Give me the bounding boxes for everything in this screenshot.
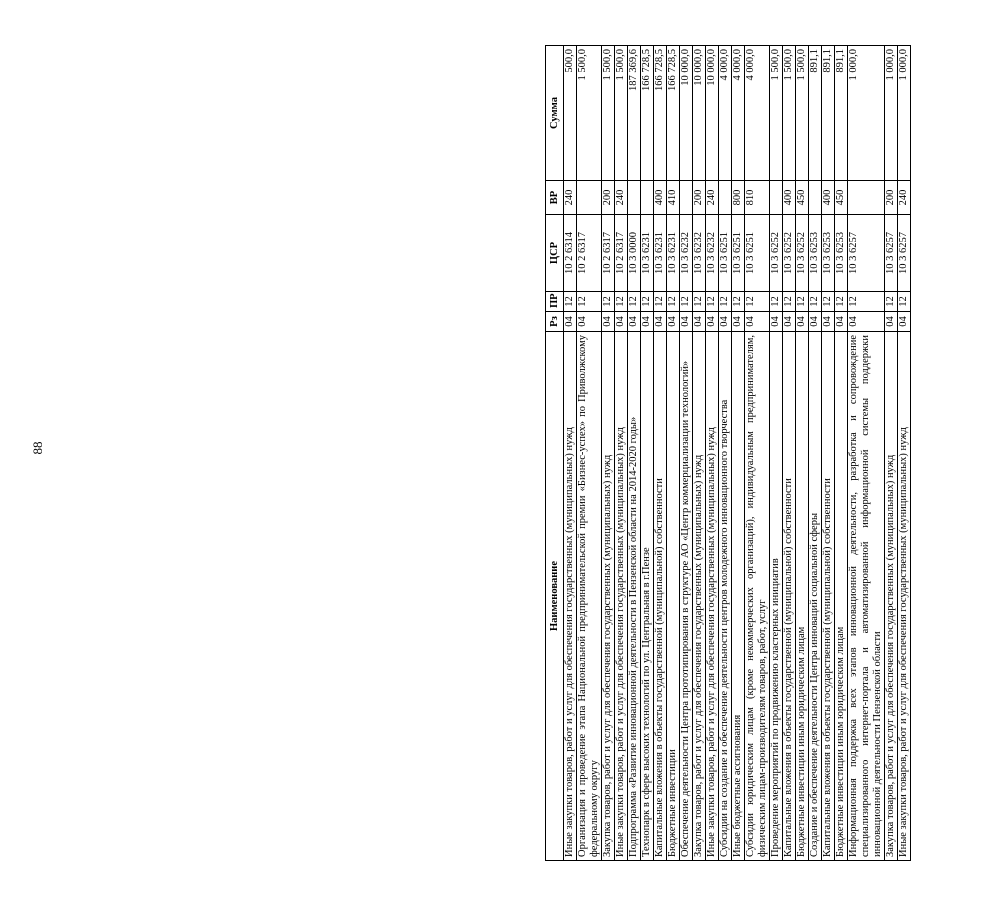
cell-rz: 04: [641, 312, 654, 332]
cell-sum: 1 500,0: [602, 46, 615, 181]
cell-sum: 187 369,6: [628, 46, 641, 181]
cell-pr: 12: [615, 292, 628, 312]
cell-sum: 4 000,0: [719, 46, 732, 181]
cell-rz: 04: [783, 312, 796, 332]
cell-csr: 10 2 6314: [564, 215, 577, 292]
cell-rz: 04: [654, 312, 667, 332]
cell-csr: 10 3 6231: [641, 215, 654, 292]
cell-rz: 04: [564, 312, 577, 332]
cell-name: Иные закупки товаров, работ и услуг для обеспечения государственных (муниципальных) нужд: [564, 332, 577, 861]
cell-name: Субсидии юридическим лицам (кроме некоммерческих организаций), индивидуальным предпринимателям, физическим лицам-производителям товаров, работ, услуг: [745, 332, 770, 861]
table-header: [546, 46, 564, 861]
cell-sum: 10 000,0: [693, 46, 706, 181]
cell-rz: 04: [667, 312, 680, 332]
cell-csr: 10 3 6257: [848, 215, 885, 292]
cell-pr: 12: [822, 292, 835, 312]
cell-pr: 12: [641, 292, 654, 312]
header-sum: Сумма: [546, 46, 564, 181]
cell-sum: 500,0: [564, 46, 577, 181]
table-row: [667, 46, 680, 861]
table-row: [848, 46, 885, 861]
cell-rz: 04: [602, 312, 615, 332]
cell-pr: 12: [654, 292, 667, 312]
cell-rz: 04: [719, 312, 732, 332]
cell-csr: 10 3 6252: [783, 215, 796, 292]
cell-vr: 240: [564, 181, 577, 215]
table-row: [564, 46, 577, 861]
cell-vr: 240: [706, 181, 719, 215]
cell-sum: 1 500,0: [783, 46, 796, 181]
cell-name: Подпрограмма «Развитие инновационной деятельности в Пензенской области на 2014-2020 годы»: [628, 332, 641, 861]
cell-pr: 12: [885, 292, 898, 312]
cell-pr: 12: [693, 292, 706, 312]
header-csr: ЦСР: [546, 215, 564, 292]
cell-sum: 1 500,0: [615, 46, 628, 181]
rotated-page-content: [540, 0, 995, 905]
cell-pr: 12: [680, 292, 693, 312]
cell-csr: 10 3 6251: [719, 215, 732, 292]
cell-name: Иные закупки товаров, работ и услуг для обеспечения государственных (муниципальных) нужд: [615, 332, 628, 861]
cell-pr: 12: [564, 292, 577, 312]
cell-name: Технопарк в сфере высоких технологий по ул. Центральная в г.Пензе: [641, 332, 654, 861]
cell-name: Бюджетные инвестиции иным юридическим лицам: [835, 332, 848, 861]
cell-rz: 04: [732, 312, 745, 332]
cell-sum: 891,1: [809, 46, 822, 181]
cell-csr: 10 3 6253: [809, 215, 822, 292]
cell-pr: 12: [602, 292, 615, 312]
cell-rz: 04: [577, 312, 602, 332]
cell-sum: 1 000,0: [848, 46, 885, 181]
cell-vr: 200: [693, 181, 706, 215]
budget-table: [545, 45, 911, 861]
cell-sum: 891,1: [835, 46, 848, 181]
cell-sum: 1 500,0: [770, 46, 783, 181]
cell-vr: [680, 181, 693, 215]
cell-csr: 10 2 6317: [602, 215, 615, 292]
cell-vr: [719, 181, 732, 215]
cell-vr: 800: [732, 181, 745, 215]
cell-name: Капитальные вложения в объекты государственной (муниципальной) собственности: [654, 332, 667, 861]
cell-csr: 10 3 6231: [667, 215, 680, 292]
cell-sum: 1 500,0: [577, 46, 602, 181]
cell-pr: 12: [706, 292, 719, 312]
cell-csr: 10 3 6252: [796, 215, 809, 292]
table-row: [770, 46, 783, 861]
cell-name: Организация и проведение этапа Национальной предпринимательской премии «Бизнес-успех» по Приволжскому федеральному округу: [577, 332, 602, 861]
cell-csr: 10 3 6253: [822, 215, 835, 292]
table-row: [693, 46, 706, 861]
cell-rz: 04: [745, 312, 770, 332]
cell-name: Субсидии на создание и обеспечение деятельности центров молодежного инновационного творчества: [719, 332, 732, 861]
cell-csr: 10 3 6251: [732, 215, 745, 292]
cell-name: Иные закупки товаров, работ и услуг для обеспечения государственных (муниципальных) нужд: [706, 332, 719, 861]
cell-csr: 10 2 6317: [615, 215, 628, 292]
cell-csr: 10 3 6232: [680, 215, 693, 292]
table-row: [654, 46, 667, 861]
cell-vr: [628, 181, 641, 215]
table-row: [822, 46, 835, 861]
table-row: [628, 46, 641, 861]
cell-vr: [577, 181, 602, 215]
cell-vr: 400: [822, 181, 835, 215]
cell-vr: 410: [667, 181, 680, 215]
cell-pr: 12: [745, 292, 770, 312]
cell-csr: 10 3 6252: [770, 215, 783, 292]
cell-sum: 1 000,0: [898, 46, 911, 181]
cell-csr: 10 3 6251: [745, 215, 770, 292]
table-row: [602, 46, 615, 861]
header-pr: ПР: [546, 292, 564, 312]
cell-vr: [848, 181, 885, 215]
cell-rz: 04: [770, 312, 783, 332]
cell-vr: 200: [602, 181, 615, 215]
table-row: [680, 46, 693, 861]
cell-vr: 400: [783, 181, 796, 215]
cell-name: Информационная поддержка всех этапов инновационной деятельности, разработка и сопровождение специализированного интернет-портала и автоматизированной информационной системы поддержки инновационной деятельности Пензенской области: [848, 332, 885, 861]
cell-sum: 10 000,0: [706, 46, 719, 181]
cell-name: Капитальные вложения в объекты государственной (муниципальной) собственности: [822, 332, 835, 861]
cell-pr: 12: [898, 292, 911, 312]
cell-rz: 04: [615, 312, 628, 332]
cell-pr: 12: [577, 292, 602, 312]
cell-pr: 12: [796, 292, 809, 312]
cell-pr: 12: [770, 292, 783, 312]
table-row: [885, 46, 898, 861]
cell-name: Закупка товаров, работ и услуг для обеспечения государственных (муниципальных) нужд: [885, 332, 898, 861]
cell-rz: 04: [680, 312, 693, 332]
cell-csr: 10 3 6231: [654, 215, 667, 292]
table-row: [796, 46, 809, 861]
cell-rz: 04: [822, 312, 835, 332]
cell-sum: 166 728,5: [654, 46, 667, 181]
table-row: [706, 46, 719, 861]
table-row: [783, 46, 796, 861]
header-row: [546, 46, 564, 861]
cell-pr: 12: [732, 292, 745, 312]
cell-csr: 10 3 6257: [898, 215, 911, 292]
cell-sum: 4 000,0: [732, 46, 745, 181]
cell-vr: [641, 181, 654, 215]
cell-vr: [770, 181, 783, 215]
table-row: [577, 46, 602, 861]
cell-csr: 10 2 6317: [577, 215, 602, 292]
cell-name: Бюджетные инвестиции: [667, 332, 680, 861]
table-body: [564, 46, 911, 861]
cell-pr: 12: [628, 292, 641, 312]
cell-vr: 400: [654, 181, 667, 215]
header-rz: Рз: [546, 312, 564, 332]
page-number: 88: [30, 441, 45, 455]
cell-rz: 04: [885, 312, 898, 332]
cell-name: Обеспечение деятельности Центра прототипирования в структуре АО «Центр коммерциализации технологий»: [680, 332, 693, 861]
cell-rz: 04: [693, 312, 706, 332]
cell-name: Капитальные вложения в объекты государственной (муниципальной) собственности: [783, 332, 796, 861]
cell-sum: 891,1: [822, 46, 835, 181]
cell-pr: 12: [783, 292, 796, 312]
cell-sum: 1 000,0: [885, 46, 898, 181]
cell-rz: 04: [809, 312, 822, 332]
cell-name: Иные бюджетные ассигнования: [732, 332, 745, 861]
cell-csr: 10 3 6253: [835, 215, 848, 292]
table-row: [835, 46, 848, 861]
cell-sum: 166 728,5: [641, 46, 654, 181]
cell-rz: 04: [706, 312, 719, 332]
table-row: [745, 46, 770, 861]
cell-vr: 240: [898, 181, 911, 215]
cell-rz: 04: [848, 312, 885, 332]
table-row: [615, 46, 628, 861]
cell-vr: 450: [796, 181, 809, 215]
cell-name: Бюджетные инвестиции иным юридическим лицам: [796, 332, 809, 861]
cell-sum: 4 000,0: [745, 46, 770, 181]
cell-name: Закупка товаров, работ и услуг для обеспечения государственных (муниципальных) нужд: [602, 332, 615, 861]
cell-rz: 04: [898, 312, 911, 332]
table-row: [641, 46, 654, 861]
cell-pr: 12: [835, 292, 848, 312]
cell-name: Проведение мероприятий по продвижению кластерных инициатив: [770, 332, 783, 861]
table-row: [809, 46, 822, 861]
cell-csr: 10 3 6232: [706, 215, 719, 292]
cell-vr: 450: [835, 181, 848, 215]
cell-name: Иные закупки товаров, работ и услуг для обеспечения государственных (муниципальных) нужд: [898, 332, 911, 861]
cell-csr: 10 3 0000: [628, 215, 641, 292]
table-row: [898, 46, 911, 861]
cell-sum: 166 728,5: [667, 46, 680, 181]
header-name: Наименование: [546, 332, 564, 861]
cell-rz: 04: [835, 312, 848, 332]
table-row: [719, 46, 732, 861]
table-row: [732, 46, 745, 861]
cell-pr: 12: [848, 292, 885, 312]
cell-csr: 10 3 6257: [885, 215, 898, 292]
cell-vr: 810: [745, 181, 770, 215]
cell-name: Закупка товаров, работ и услуг для обеспечения государственных (муниципальных) нужд: [693, 332, 706, 861]
header-vr: ВР: [546, 181, 564, 215]
cell-pr: 12: [719, 292, 732, 312]
cell-sum: 1 500,0: [796, 46, 809, 181]
cell-rz: 04: [628, 312, 641, 332]
cell-csr: 10 3 6232: [693, 215, 706, 292]
cell-name: Создание и обеспечение деятельности Центра инноваций социальной сферы: [809, 332, 822, 861]
cell-vr: 240: [615, 181, 628, 215]
cell-vr: [809, 181, 822, 215]
cell-pr: 12: [809, 292, 822, 312]
cell-sum: 10 000,0: [680, 46, 693, 181]
cell-vr: 200: [885, 181, 898, 215]
cell-pr: 12: [667, 292, 680, 312]
cell-rz: 04: [796, 312, 809, 332]
